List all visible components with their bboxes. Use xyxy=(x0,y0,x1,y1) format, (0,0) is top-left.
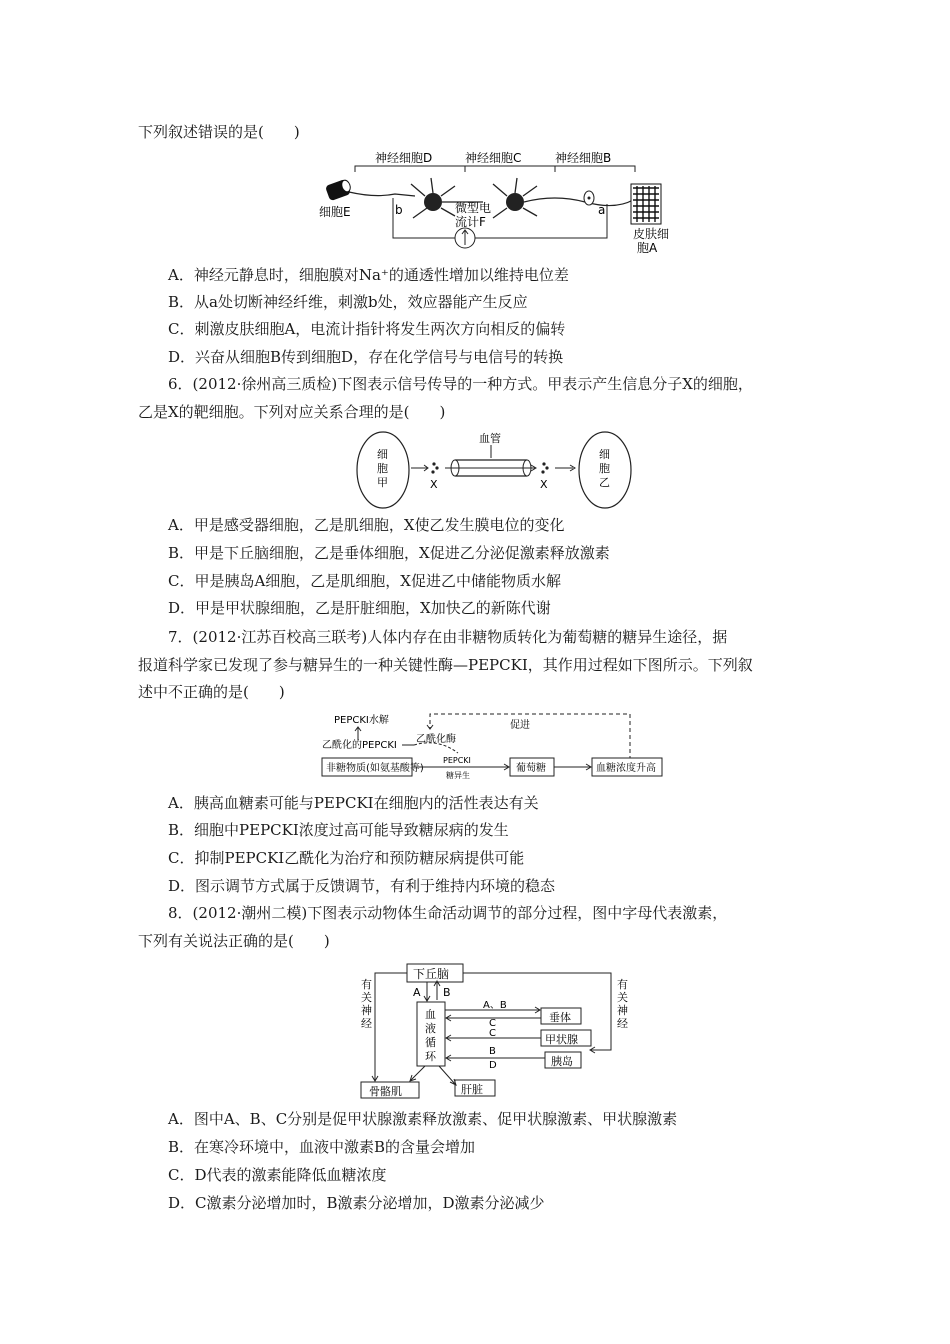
label-point-b: b xyxy=(395,203,403,217)
label-pepcki: PEPCKI xyxy=(443,756,471,765)
q7-option-b: B．细胞中PEPCKI浓度过高可能导致糖尿病的发生 xyxy=(168,821,509,839)
cell-a-char-3: 甲 xyxy=(377,476,388,489)
label-cell-e: 细胞E xyxy=(319,205,351,219)
blood-3: 循 xyxy=(425,1036,436,1049)
q5-stem: 下列叙述错误的是( ) xyxy=(138,123,300,141)
cell-a-char-1: 细 xyxy=(377,448,388,461)
label-skin-2: 胞A xyxy=(637,241,658,255)
nerve-left-1: 有 xyxy=(361,978,372,991)
box-blood-glucose-high: 血糖浓度升高 xyxy=(596,763,656,774)
label-vessel: 血管 xyxy=(479,432,501,445)
label-a-down: A xyxy=(413,986,421,999)
skin-cell-a xyxy=(631,184,661,224)
q5-option-a: A．神经元静息时，细胞膜对Na⁺的通透性增加以维持电位差 xyxy=(168,266,569,284)
q5-option-d: D．兴奋从细胞B传到细胞D，存在化学信号与电信号的转换 xyxy=(168,348,564,366)
label-acetyl-pepcki: 乙酰化的PEPCKI xyxy=(322,740,397,751)
q7-option-c: C．抑制PEPCKI乙酰化为治疗和预防糖尿病提供可能 xyxy=(168,849,525,867)
q7-option-d: D．图示调节方式属于反馈调节，有利于维持内环境的稳态 xyxy=(168,877,556,895)
q8-option-b: B．在寒冷环境中，血液中激素B的含量会增加 xyxy=(168,1138,476,1156)
blood-2: 液 xyxy=(425,1022,436,1035)
q5-neuron-figure xyxy=(315,150,695,262)
q7-stem-1: 7．(2012·江苏百校高三联考)人体内存在由非糖物质转化为葡萄糖的糖异生途径，据 xyxy=(168,628,728,646)
label-b2: B xyxy=(489,1046,496,1057)
nerve-right-3: 神 xyxy=(617,1004,628,1017)
box-pituitary: 垂体 xyxy=(549,1011,571,1024)
label-f-1: 微型电 xyxy=(455,201,492,215)
neuron-d-body xyxy=(411,178,455,218)
effector-cell-e xyxy=(325,179,352,202)
label-x-left: X xyxy=(430,478,438,491)
label-acetyl-enzyme: 乙酰化酶 xyxy=(416,734,456,745)
nerve-right-4: 经 xyxy=(617,1017,628,1030)
q6-option-d: D．甲是甲状腺细胞，乙是肝脏细胞，X加快乙的新陈代谢 xyxy=(168,599,551,617)
q6-stem-1: 6．(2012·徐州高三质检)下图表示信号传导的一种方式。甲表示产生信息分子X的细胞， xyxy=(168,375,753,393)
q7-stem-2: 报道科学家已发现了参与糖异生的一种关键性酶—PEPCKI，其作用过程如下图所示。下列叙 xyxy=(138,656,753,674)
q8-option-c: C．D代表的激素能降低血糖浓度 xyxy=(168,1166,387,1184)
nerve-left-4: 经 xyxy=(361,1017,372,1030)
label-neuron-b: 神经细胞B xyxy=(555,151,612,165)
neuron-c-body xyxy=(493,178,537,218)
q8-option-a: A．图中A、B、C分别是促甲状腺激素释放激素、促甲状腺激素、甲状腺激素 xyxy=(168,1110,678,1128)
nerve-left-2: 关 xyxy=(361,991,372,1004)
blood-1: 血 xyxy=(425,1008,436,1021)
label-neuron-c: 神经细胞C xyxy=(465,151,522,165)
nerve-right-1: 有 xyxy=(617,978,628,991)
box-liver: 肝脏 xyxy=(461,1083,483,1096)
q7-pepcki-figure xyxy=(318,708,668,780)
q8-hormone-figure xyxy=(355,958,645,1100)
label-hydrolysis: PEPCKI水解 xyxy=(334,715,389,726)
q7-option-a: A．胰高血糖素可能与PEPCKI在细胞内的活性表达有关 xyxy=(168,794,539,812)
box-islet: 胰岛 xyxy=(551,1055,573,1068)
box-thyroid: 甲状腺 xyxy=(545,1033,578,1046)
q6-signal-figure xyxy=(355,428,635,512)
label-f-2: 流计F xyxy=(455,215,486,229)
box-glucose: 葡萄糖 xyxy=(516,763,546,774)
q7-stem-3: 述中不正确的是( ) xyxy=(138,683,285,701)
q8-stem-1: 8．(2012·潮州二模)下图表示动物体生命活动调节的部分过程，图中字母代表激素， xyxy=(168,904,728,922)
cell-b-char-2: 胞 xyxy=(599,462,610,475)
box-nonsugar: 非糖物质(如氨基酸等) xyxy=(326,763,424,774)
label-point-a: a xyxy=(598,203,606,217)
box-muscle: 骨骼肌 xyxy=(369,1085,402,1098)
label-x-right: X xyxy=(540,478,548,491)
label-promote: 促进 xyxy=(510,720,530,731)
q8-stem-2: 下列有关说法正确的是( ) xyxy=(138,932,330,950)
blood-4: 环 xyxy=(425,1050,436,1063)
q8-option-d: D．C激素分泌增加时，B激素分泌增加，D激素分泌减少 xyxy=(168,1194,545,1212)
q6-option-a: A．甲是感受器细胞，乙是肌细胞，X使乙发生膜电位的变化 xyxy=(168,516,565,534)
q5-option-b: B．从a处切断神经纤维，刺激b处，效应器能产生反应 xyxy=(168,293,528,311)
q6-stem-2: 乙是X的靶细胞。下列对应关系合理的是( ) xyxy=(138,403,446,421)
cell-a-char-2: 胞 xyxy=(377,462,388,475)
nerve-right-2: 关 xyxy=(617,991,628,1004)
q5-option-c: C．刺激皮肤细胞A，电流计指针将发生两次方向相反的偏转 xyxy=(168,320,566,338)
label-skin-1: 皮肤细 xyxy=(633,227,670,241)
cell-b-char-3: 乙 xyxy=(599,476,610,489)
label-b-up: B xyxy=(443,986,451,999)
q6-option-b: B．甲是下丘脑细胞，乙是垂体细胞，X促进乙分泌促激素释放激素 xyxy=(168,544,610,562)
cell-b-char-1: 细 xyxy=(599,448,610,461)
box-hypothalamus: 下丘脑 xyxy=(413,967,450,981)
q6-option-c: C．甲是胰岛A细胞，乙是肌细胞，X促进乙中储能物质水解 xyxy=(168,572,561,590)
label-c2: C xyxy=(489,1028,496,1039)
label-d: D xyxy=(489,1060,497,1071)
label-ab: A、B xyxy=(483,1000,507,1011)
label-neuron-d: 神经细胞D xyxy=(375,151,433,165)
label-gluconeogenesis: 糖异生 xyxy=(446,771,470,780)
nerve-left-3: 神 xyxy=(361,1004,372,1017)
label-c1: C xyxy=(489,1018,496,1029)
